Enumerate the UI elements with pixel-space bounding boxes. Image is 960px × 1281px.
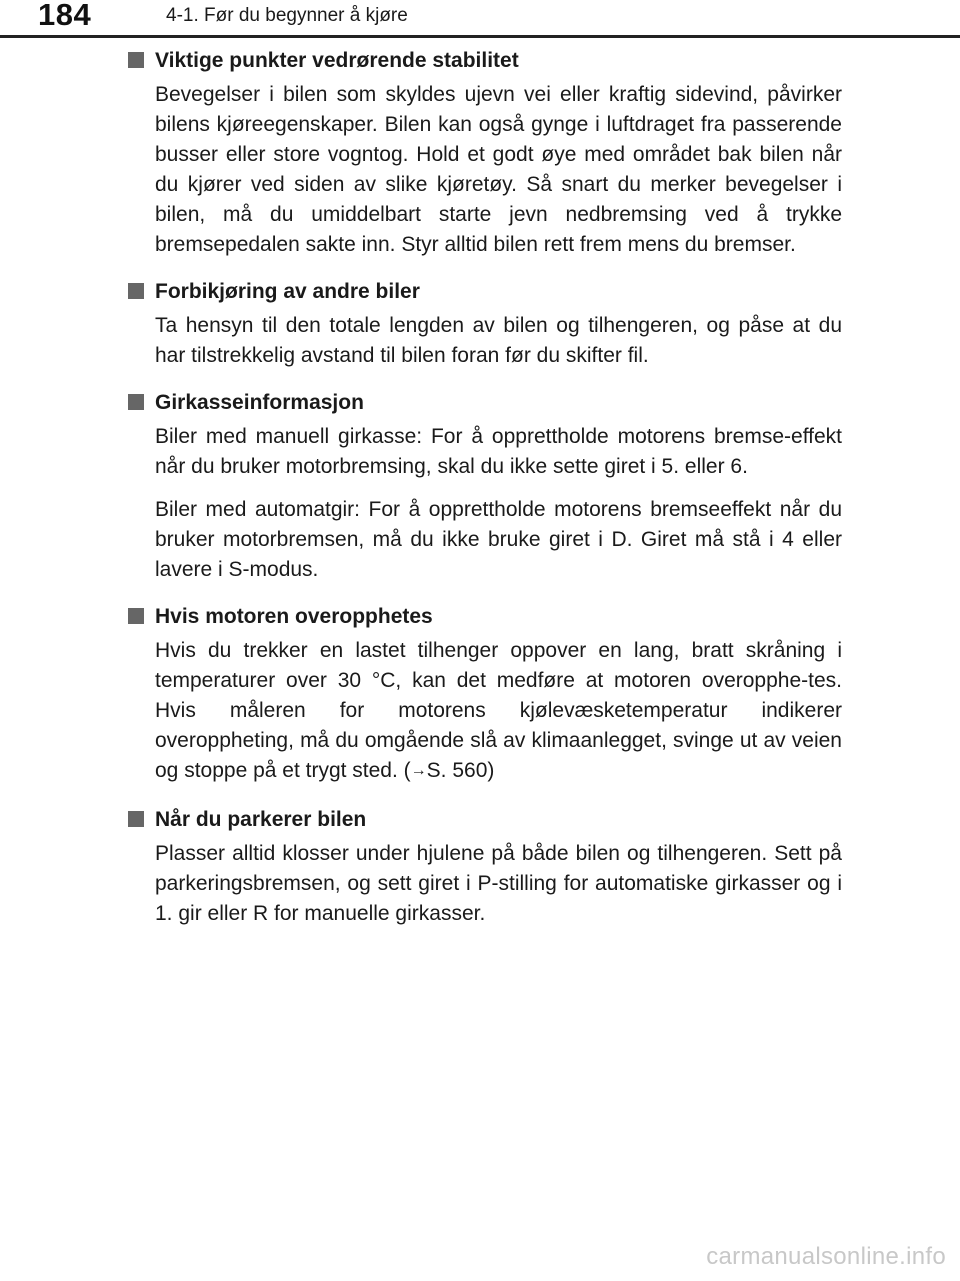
paragraph: Plasser alltid klosser under hjulene på både bilen og tilhengeren. Sett på parkeringsbremsen, og sett giret i P-stilling for automatiske girkasser og i 1. gir eller R for manuelle girkasser. bbox=[155, 842, 842, 925]
section-heading-text: Forbikjøring av andre biler bbox=[155, 280, 420, 303]
square-bullet-icon bbox=[128, 608, 144, 624]
square-bullet-icon bbox=[128, 811, 144, 827]
section-heading bbox=[128, 388, 842, 417]
square-bullet-icon bbox=[128, 52, 144, 68]
paragraph: Biler med manuell girkasse: For å opprettholde motorens bremse-effekt når du bruker motorbremsing, skal du ikke sette giret i 5. eller 6. bbox=[155, 425, 842, 478]
arrow-right-icon: → bbox=[410, 762, 427, 779]
section-heading bbox=[128, 277, 842, 306]
section-parking bbox=[128, 805, 842, 929]
section-heading bbox=[128, 805, 842, 834]
section-transmission bbox=[128, 388, 842, 585]
header-rule bbox=[0, 35, 960, 38]
page-header bbox=[0, 0, 960, 38]
square-bullet-icon bbox=[128, 394, 144, 410]
section-heading-text: Viktige punkter vedrørende stabilitet bbox=[155, 49, 519, 72]
section-heading-text: Girkasseinformasjon bbox=[155, 391, 364, 414]
paragraph-text-end: ) bbox=[487, 759, 495, 782]
section-heading bbox=[128, 46, 842, 75]
paragraph: Ta hensyn til den totale lengden av bilen og tilhengeren, og påse at du har tilstrekkelig avstand til bilen foran før du skifter fil. bbox=[155, 314, 842, 367]
square-bullet-icon bbox=[128, 283, 144, 299]
section-heading-text: Hvis motoren overopphetes bbox=[155, 605, 433, 628]
chapter-title: 4-1. Før du begynner å kjøre bbox=[166, 5, 408, 26]
paragraph: Bevegelser i bilen som skyldes ujevn vei eller kraftig sidevind, påvirker bilens kjøreegenskaper. Bilen kan også gynge i luftdraget fra passerende busser eller store vogntog. Hold et godt øye med området bak bilen når du kjører ved siden av slike kjøretøy. Så snart du merker bevegelser i bilen, må du umiddelbart starte jevn nedbremsing ved å trykke bremsepedalen sakte inn. Styr alltid bilen rett frem mens du bremser. bbox=[155, 83, 842, 256]
page-number: 184 bbox=[38, 0, 92, 32]
page-content bbox=[128, 46, 842, 946]
paragraph-text: Hvis du trekker en lastet tilhenger oppover en lang, bratt skråning i temperaturer over 30 °C, kan det medføre at motoren overopphe-tes. Hvis måleren for motorens kjølevæsketemperatur indikerer overoppheting, må du omgående slå av klimaanlegget, svinge ut av veien og stoppe på et trygt sted. ( bbox=[155, 639, 842, 782]
section-heading-text: Når du parkerer bilen bbox=[155, 808, 367, 831]
section-overheating bbox=[128, 602, 842, 788]
watermark: carmanualsonline.info bbox=[706, 1243, 946, 1270]
section-stability bbox=[128, 46, 842, 260]
page-reference-link[interactable]: S. 560 bbox=[426, 759, 488, 782]
paragraph: Biler med automatgir: For å opprettholde motorens bremseeffekt når du bruker motorbremsen, må du ikke bruke giret i D. Giret må stå i 4 eller lavere i S-modus. bbox=[155, 498, 842, 581]
paragraph bbox=[155, 636, 842, 788]
section-overtaking bbox=[128, 277, 842, 371]
section-heading bbox=[128, 602, 842, 631]
